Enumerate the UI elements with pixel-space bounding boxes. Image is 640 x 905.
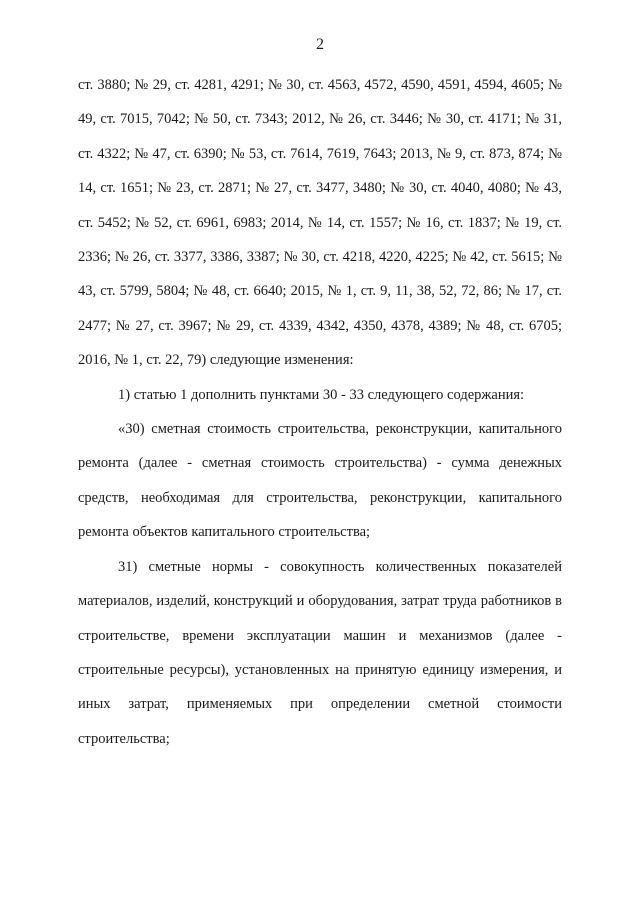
document-body xyxy=(78,68,562,756)
paragraph-item-30: «30) сметная стоимость строительства, реконструкции, капитального ремонта (далее - сметная стоимость строительства) - сумма денежных средств, необходимая для строительства, реконструкции, капитального ремонта объектов капитального строительства; xyxy=(78,421,562,541)
paragraph-amendment-1: 1) статью 1 дополнить пунктами 30 - 33 следующего содержания: xyxy=(118,386,525,403)
paragraph-citations: ст. 3880; № 29, ст. 4281, 4291; № 30, ст. 4563, 4572, 4590, 4591, 4594, 4605; № 49, ст. 7015, 7042; № 50, ст. 7343; 2012, № 26, ст. 3446; № 30, ст. 4171; № 31, ст. 4322; № 47, ст. 6390; № 53, ст. 7614, 7619, 7643; 2013, № 9, ст. 873, 874; № 14, ст. 1651; № 23, ст. 2871; № 27, ст. 3477, 3480; № 30, ст. 4040, 4080; № 43, ст. 5452; № 52, ст. 6961, 6983; 2014, № 14, ст. 1557; № 16, ст. 1837; № 19, ст. 2336; № 26, ст. 3377, 3386, 3387; № 30, ст. 4218, 4220, 4225; № 42, ст. 5615; № 43, ст. 5799, 5804; № 48, ст. 6640; 2015, № 1, ст. 9, 11, 38, 52, 72, 86; № 17, ст. 2477; № 27, ст. 3967; № 29, ст. 4339, 4342, 4350, 4378, 4389; № 48, ст. 6705; 2016, № 1, ст. 22, 79) следующие изменения: xyxy=(78,77,562,369)
page-number: 2 xyxy=(316,36,324,53)
paragraph-item-31: 31) сметные нормы - совокупность количественных показателей материалов, изделий, конструкций и оборудования, затрат труда работников в строительстве, времени эксплуатации машин и механизмов (далее - строительные ресурсы), установленных на принятую единицу измерения, и иных затрат, применяемых при определении сметной стоимости строительства; xyxy=(78,558,562,747)
